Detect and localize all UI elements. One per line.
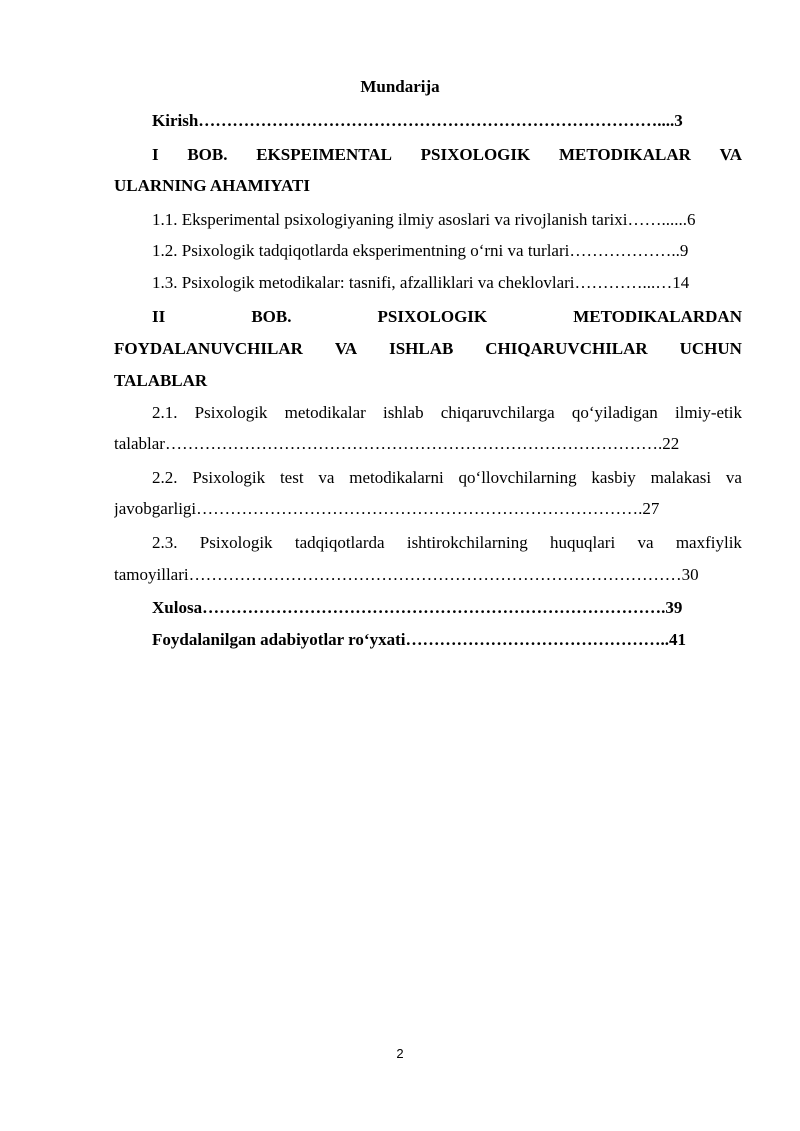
word: UCHUN xyxy=(679,339,742,358)
word: 2.1. xyxy=(152,403,178,422)
word: va xyxy=(318,468,335,487)
word: ilmiy-etik xyxy=(674,403,742,422)
word: huquqlari xyxy=(550,533,616,552)
word: va xyxy=(637,533,654,552)
word: PSIXOLOGIK xyxy=(377,307,488,326)
word: VA xyxy=(334,339,358,358)
toc-entry-adabiyotlar: Foydalanilgan adabiyotlar ro‘yxati………………………………………..41 xyxy=(152,630,686,649)
word: tadqiqotlarda xyxy=(294,533,385,552)
word: 2.3. xyxy=(152,533,178,552)
toc-chapter-2-line-2 xyxy=(114,338,742,360)
toc-entry-2-2-line-2: javobgarligi…………………………………………………………………….27 xyxy=(114,499,660,518)
toc-chapter-2-line-3: TALABLAR xyxy=(114,371,208,390)
toc-entry-2-1-line-1 xyxy=(152,402,742,424)
word: FOYDALANUVCHILAR xyxy=(114,339,303,358)
word: qo‘yiladigan xyxy=(571,403,658,422)
word: kasbiy xyxy=(591,468,636,487)
word: I xyxy=(152,145,159,164)
word: ISHLAB xyxy=(389,339,454,358)
toc-chapter-2-line-1 xyxy=(152,306,742,328)
word: II xyxy=(152,307,166,326)
toc-entry-1-2: 1.2. Psixologik tadqiqotlarda eksperimentning o‘rni va turlari………………..9 xyxy=(152,241,689,260)
word: CHIQARUVCHILAR xyxy=(485,339,648,358)
word: metodikalar xyxy=(284,403,366,422)
word: maxfiylik xyxy=(675,533,742,552)
word: va xyxy=(725,468,742,487)
word: BOB. xyxy=(251,307,292,326)
word: qo‘llovchilarning xyxy=(458,468,577,487)
toc-chapter-1-line-1 xyxy=(152,144,742,166)
word: Psixologik xyxy=(194,403,268,422)
word: METODIKALARDAN xyxy=(573,307,742,326)
word: VA xyxy=(719,145,742,164)
toc-chapter-1-line-2: ULARNING AHAMIYATI xyxy=(114,176,310,195)
toc-entry-1-3: 1.3. Psixologik metodikalar: tasnifi, afzalliklari va cheklovlari…………...…14 xyxy=(152,273,690,292)
word: test xyxy=(279,468,304,487)
word: 2.2. xyxy=(152,468,178,487)
toc-entry-1-1: 1.1. Eksperimental psixologiyaning ilmiy asoslari va rivojlanish tarixi……......6 xyxy=(152,210,696,229)
toc-entry-2-2-line-1 xyxy=(152,467,742,489)
word: EKSPEIMENTAL xyxy=(256,145,392,164)
toc-entry-kirish: Kirish………………………………………………………………………....3 xyxy=(152,111,683,130)
word: chiqaruvchilarga xyxy=(440,403,555,422)
word: METODIKALAR xyxy=(558,145,691,164)
word: metodikalarni xyxy=(349,468,444,487)
word: Psixologik xyxy=(192,468,266,487)
word: Psixologik xyxy=(199,533,273,552)
word: ishlab xyxy=(382,403,424,422)
word: BOB. xyxy=(187,145,228,164)
toc-entry-xulosa: Xulosa……………………………………………………………………….39 xyxy=(152,598,683,617)
word: ishtirokchilarning xyxy=(406,533,528,552)
page-title: Mundarija xyxy=(360,77,440,96)
toc-entry-2-3-line-1 xyxy=(152,532,742,554)
word: PSIXOLOGIK xyxy=(420,145,531,164)
word: malakasi xyxy=(650,468,712,487)
toc-entry-2-3-line-2: tamoyillari……………………………………………………………………………30 xyxy=(114,565,699,584)
page-number: 2 xyxy=(396,1046,404,1061)
toc-entry-2-1-line-2: talablar…………………………………………………………………………….22 xyxy=(114,434,680,453)
